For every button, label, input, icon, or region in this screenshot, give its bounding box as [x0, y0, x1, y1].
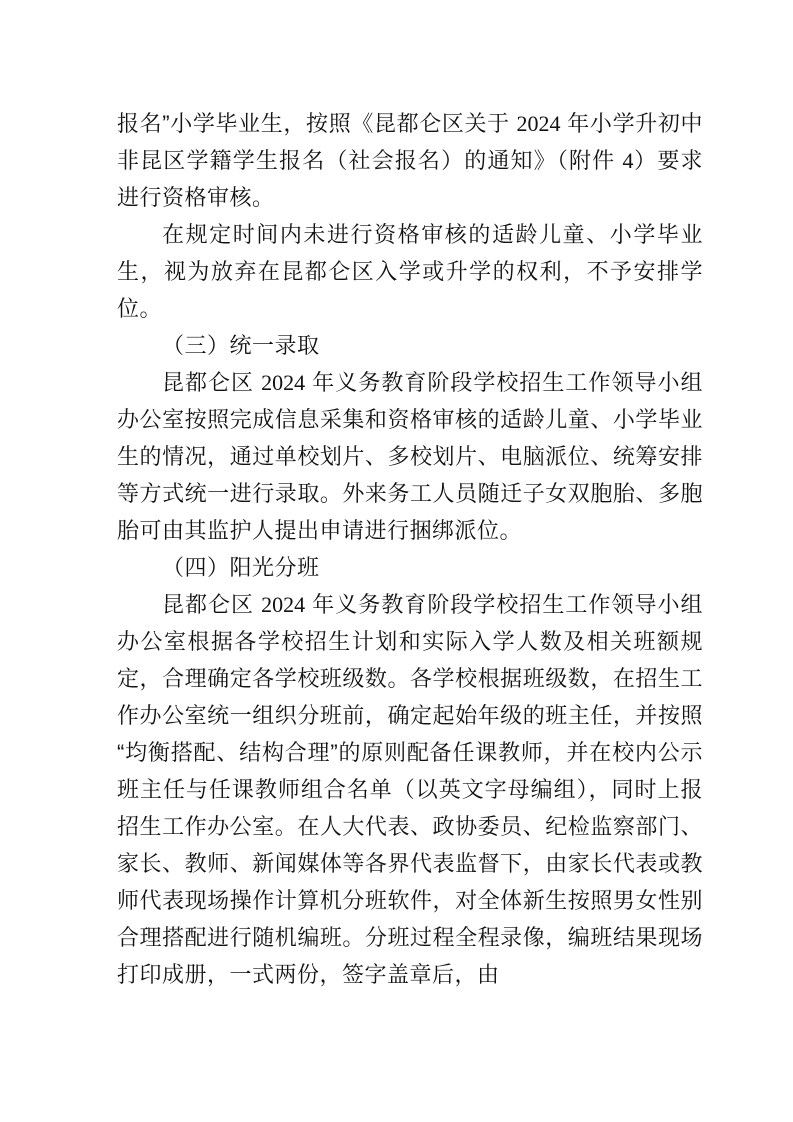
paragraph-body: 昆都仑区 2024 年义务教育阶段学校招生工作领导小组办公室按照完成信息采集和资格审核的适龄儿童、小学毕业生的情况，通过单校划片、多校划片、电脑派位、统筹安排等方式统一进行录取。外来务工人员随迁子女双胞胎、多胞胎可由其监护人提出申请进行捆绑派位。: [117, 370, 703, 543]
paragraph-subheading: （三）统一录取: [162, 333, 320, 358]
paragraph-subheading: （四）阳光分班: [162, 555, 320, 580]
paragraph-body: 在规定时间内未进行资格审核的适龄儿童、小学毕业生，视为放弃在昆都仑区入学或升学的权利，不予安排学位。: [117, 222, 703, 321]
latin-numeral: 4: [622, 148, 634, 173]
paragraph-body-continuation: 报名”小学毕业生，按照《昆都仑区关于 2024 年小学升初中非昆区学籍学生报名（社会报名）的通知》（附件 4）要求进行资格审核。: [117, 111, 703, 210]
latin-numeral: 2024: [261, 592, 306, 617]
paragraph-body: 昆都仑区 2024 年义务教育阶段学校招生工作领导小组办公室根据各学校招生计划和实际入学人数及相关班额规定，合理确定各学校班级数。各学校根据班级数，在招生工作办公室统一组织分班前，确定起始年级的班主任，并按照“均衡搭配、结构合理”的原则配备任课教师，并在校内公示班主任与任课教师组合名单（以英文字母编组），同时上报招生工作办公室。在人大代表、政协委员、纪检监察部门、家长、教师、新闻媒体等各界代表监督下，由家长代表或教师代表现场操作计算机分班软件，对全体新生按照男女性别合理搭配进行随机编班。分班过程全程录像，编班结果现场打印成册，一式两份，签字盖章后，由: [117, 592, 703, 987]
document-body-text: [117, 105, 703, 993]
latin-numeral: 2024: [261, 370, 306, 395]
latin-numeral: 2024: [516, 111, 561, 136]
